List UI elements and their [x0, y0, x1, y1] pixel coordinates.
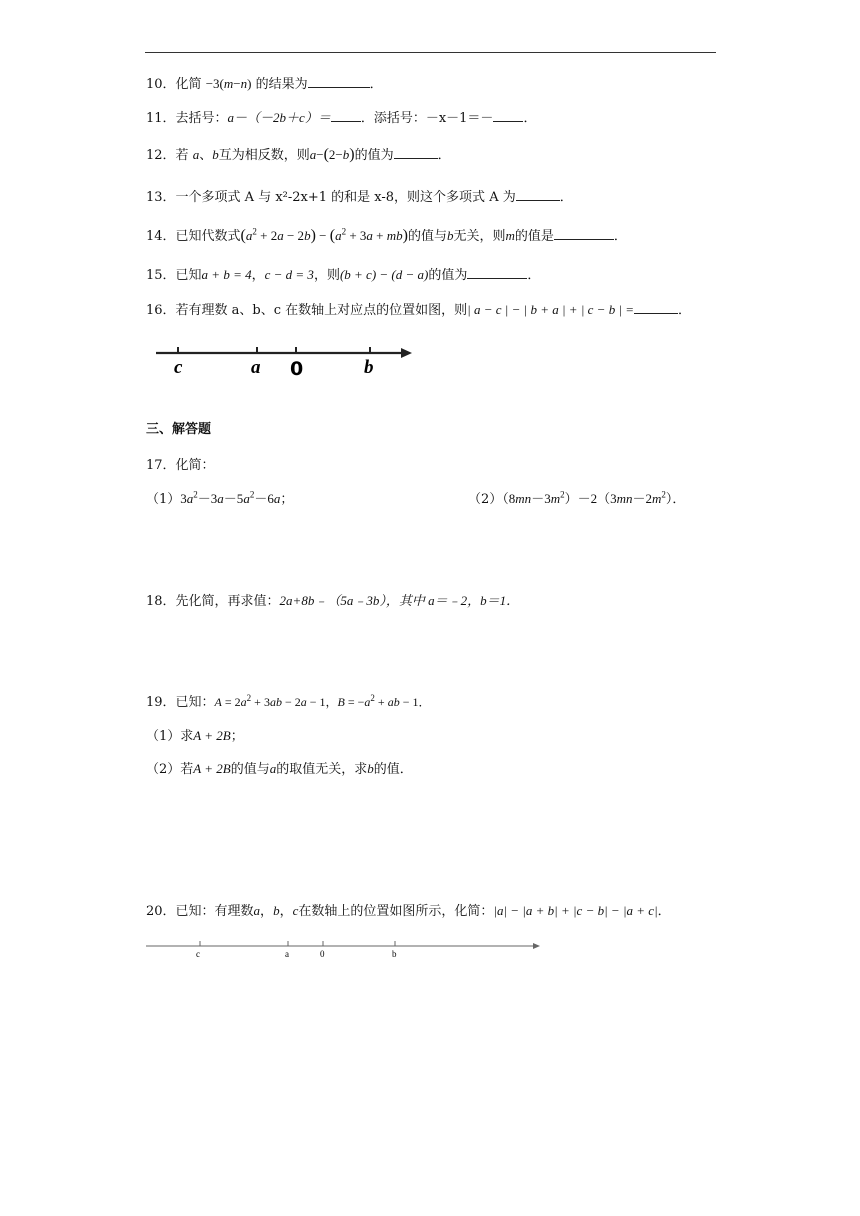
q14-number: 14．已知代数式 — [146, 229, 241, 244]
answer-blank[interactable] — [493, 108, 523, 122]
question-17: 17．化简： — [146, 458, 215, 473]
q12-var-a: a — [192, 147, 200, 162]
question-18 — [146, 592, 519, 611]
q14-tail2: 无关，则 — [453, 229, 506, 244]
q20-end: ． — [657, 904, 671, 919]
q10-end: ． — [369, 77, 383, 92]
q20-expression: |a| − |a + b| + |c − b| − |a + c| — [493, 903, 658, 918]
question-15 — [146, 265, 540, 285]
q19-part1-end: ； — [230, 729, 244, 744]
q13-end: ． — [559, 190, 573, 205]
q19-prefix: 19．已知： — [146, 695, 215, 710]
q12-number: 12．若 — [146, 148, 189, 163]
q15-eq2: c − d = 3 — [264, 267, 314, 282]
q10-tail: 的结果为 — [255, 77, 308, 92]
q15-eq1: a + b = 4 — [201, 267, 252, 282]
q19-part2-tail: 的取值无关，求 — [276, 762, 368, 777]
q12-var-b: b — [212, 147, 219, 162]
q12-end: ． — [437, 148, 451, 163]
label-b: b — [392, 949, 397, 959]
q19-part2-mid: 的值与 — [230, 762, 270, 777]
q16-end: ． — [678, 303, 692, 318]
q20-mid: 在数轴上的位置如图所示，化简： — [298, 904, 494, 919]
label-c: c — [196, 949, 200, 959]
answer-blank[interactable] — [394, 145, 438, 159]
label-c: c — [174, 357, 183, 378]
question-10 — [146, 74, 383, 94]
q12-mid: 互为相反数，则 — [218, 148, 310, 163]
section-heading: 三、解答题 — [146, 422, 212, 437]
q19-part2-end: 的值． — [373, 762, 413, 777]
answer-blank[interactable] — [634, 300, 678, 314]
question-13 — [146, 187, 573, 207]
q19-part2 — [146, 760, 413, 779]
q14-tail3: 的值是 — [514, 229, 554, 244]
answer-blank[interactable] — [516, 187, 560, 201]
answer-blank[interactable] — [308, 74, 370, 88]
question-19 — [146, 693, 430, 712]
q17-part2 — [468, 490, 685, 509]
q11-expression: a－（－2b＋c）＝ — [227, 110, 331, 125]
number-line-figure-2 — [144, 936, 544, 960]
q13-text: 13．一个多项式 A 与 x²-2x+1 的和是 x-8，则这个多项式 A 为 — [146, 190, 516, 205]
q14-var-m: m — [505, 228, 515, 243]
label-0: 0 — [290, 358, 304, 380]
q10-number: 10．化简 — [146, 77, 202, 92]
answer-blank[interactable] — [331, 108, 361, 122]
label-0: 0 — [320, 949, 325, 959]
q18-expression: 2a+8b﹣（5a﹣3b） — [279, 593, 386, 608]
q12-tail: 的值为 — [354, 148, 394, 163]
q20-prefix: 20．已知：有理数 — [146, 904, 254, 919]
q19-given: $A = 2a^2 + 3ab - 2a - 1$，$B = -a^2$ + ab − 1． — [214, 693, 431, 709]
q11-number: 11．去括号： — [146, 111, 228, 126]
q15-expression: (b + c) − (d − a) — [339, 267, 429, 282]
q11-end: ． — [523, 111, 537, 126]
q15-mid: ，则 — [313, 268, 340, 283]
q14-end: ． — [613, 229, 627, 244]
q16-expression: | a − c | − | b + a | + | c − b | = — [467, 302, 635, 317]
answer-blank[interactable] — [554, 226, 614, 240]
q19-part1-expression: A + 2B — [193, 728, 231, 743]
question-11 — [146, 108, 536, 128]
q11-mid: ．添括号：－x－1＝－ — [360, 111, 494, 126]
q17-part2-prefix: （2） — [468, 492, 503, 507]
label-a: a — [285, 949, 289, 959]
q20-var-c: c — [292, 903, 299, 918]
q17-part1-expression: $3a^2-3a-5a^2-6a$； — [180, 489, 294, 506]
q14-var-b: b — [446, 228, 454, 243]
label-a: a — [251, 357, 261, 378]
q10-expression: −3(m−n) — [205, 76, 252, 91]
label-b: b — [364, 357, 374, 378]
question-12 — [146, 145, 451, 165]
q15-number: 15．已知 — [146, 268, 202, 283]
q14-tail1: 的值与 — [407, 229, 447, 244]
q19-part2-prefix: （2）若 — [146, 762, 194, 777]
q19-var-a: a — [269, 761, 277, 776]
q12-sep: 、 — [199, 148, 213, 163]
q17-part2-expression: $(8mn-3m^2)-2(3mn-2m^2)$． — [502, 489, 686, 506]
question-14 — [146, 226, 627, 246]
q15-end: ． — [527, 268, 541, 283]
q19-var-b: b — [367, 761, 374, 776]
answer-blank[interactable] — [467, 265, 527, 279]
q19-part1-prefix: （1）求 — [146, 729, 194, 744]
arrow-head-icon — [533, 943, 540, 949]
q15-tail: 的值为 — [428, 268, 468, 283]
q17-part1-prefix: （1） — [146, 492, 181, 507]
q16-text: 16．若有理数 a、b、c 在数轴上对应点的位置如图，则 — [146, 303, 468, 318]
q20-var-b: b — [273, 903, 280, 918]
q20-var-a: a — [253, 903, 261, 918]
q19-part2-expression: A + 2B — [193, 761, 231, 776]
q18-prefix: 18．先化简，再求值： — [146, 594, 280, 609]
number-line-figure-1 — [150, 338, 416, 382]
arrow-head-icon — [401, 348, 412, 358]
question-20: 20．已知：有理数a，b，c在数轴上的位置如图所示，化简：|a| − |a + b| + |c − b| − |a + c|． — [146, 903, 671, 919]
q12-expression: a−(2−b) — [309, 146, 355, 163]
question-16 — [146, 300, 691, 320]
q15-sep: ， — [251, 268, 265, 283]
q17-part1 — [146, 490, 293, 509]
q18-condition: ，其中 a＝﹣2，b＝1． — [385, 593, 520, 608]
q19-part1 — [146, 727, 244, 746]
header-rule — [145, 52, 716, 53]
q14-expression: $(a^2 + 2a - 2b) - (a^2 + 3a + mb)$ — [240, 226, 408, 244]
